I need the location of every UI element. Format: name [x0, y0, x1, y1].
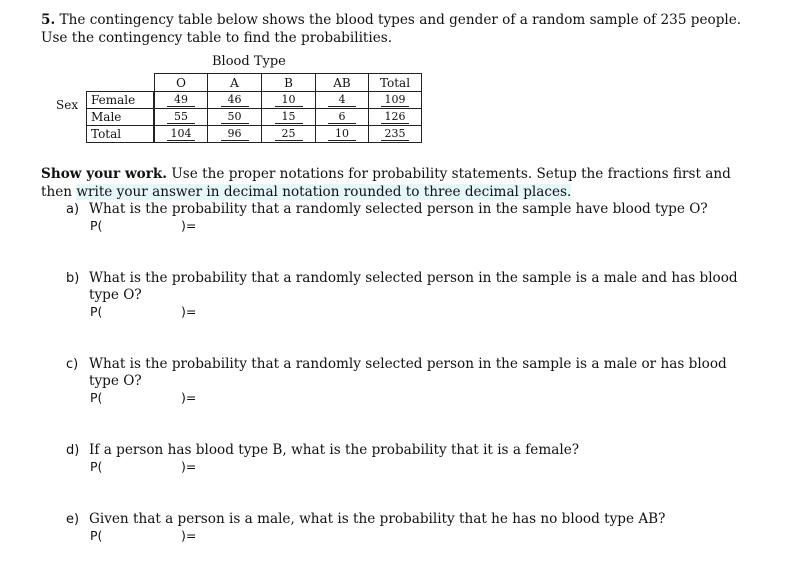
- answer-p-close: )=: [181, 390, 197, 405]
- instructions-text: Use the proper notations for probability statements. Setup the fractions first and then: [41, 166, 731, 200]
- instructions-bold: Show your work.: [41, 166, 168, 182]
- table-row: [155, 109, 422, 126]
- cell-male-total: 126: [381, 111, 409, 124]
- cell-female-o: 49: [167, 94, 195, 107]
- cell-male-a: 50: [221, 111, 249, 124]
- cell-female-ab: 4: [328, 94, 356, 107]
- cell-male-ab: 6: [328, 111, 356, 124]
- answer-p-open[interactable]: P(: [90, 218, 103, 233]
- col-header-ab: AB: [316, 74, 369, 92]
- answer-p-open[interactable]: P(: [90, 459, 103, 474]
- row-group-label: Sex: [56, 98, 79, 112]
- answer-p-close: )=: [181, 218, 197, 233]
- table-title: Blood Type: [212, 54, 286, 69]
- answer-p-close: )=: [181, 528, 197, 543]
- col-header-a: A: [208, 74, 262, 92]
- table-header-row: [155, 74, 422, 92]
- question-label: e): [66, 512, 80, 527]
- question-d: [66, 442, 756, 459]
- question-label: d): [66, 443, 80, 458]
- contingency-table: [154, 73, 422, 143]
- cell-total-a: 96: [221, 128, 249, 141]
- cell-total-ab: 10: [328, 128, 356, 141]
- table-row: [155, 92, 422, 109]
- instructions: [41, 165, 761, 201]
- row-labels: [86, 91, 154, 143]
- row-label-male: Male: [87, 109, 154, 126]
- cell-total-total: 235: [381, 128, 409, 141]
- row-label-total: Total: [87, 126, 154, 143]
- cell-female-b: 10: [275, 94, 303, 107]
- problem-intro-text: The contingency table below shows the blood types and gender of a random sample of 235 people. Use the contingency table to find the probabilities.: [41, 12, 742, 46]
- cell-female-a: 46: [221, 94, 249, 107]
- col-header-total: Total: [369, 74, 422, 92]
- problem-number: 5.: [41, 12, 56, 28]
- question-text: What is the probability that a randomly selected person in the sample is a male or has blood type O?: [89, 356, 727, 389]
- question-label: a): [66, 202, 80, 217]
- cell-female-total: 109: [381, 94, 409, 107]
- question-a: [66, 201, 756, 218]
- instructions-highlight: write your answer in decimal notation rounded to three decimal places.: [76, 184, 572, 200]
- problem-intro: [41, 11, 761, 47]
- answer-p-open[interactable]: P(: [90, 528, 103, 543]
- question-b: [66, 270, 756, 304]
- cell-male-b: 15: [275, 111, 303, 124]
- question-text: If a person has blood type B, what is the probability that it is a female?: [89, 442, 580, 458]
- question-label: c): [66, 357, 79, 372]
- cell-total-o: 104: [167, 128, 195, 141]
- answer-p-open[interactable]: P(: [90, 390, 103, 405]
- cell-total-b: 25: [275, 128, 303, 141]
- question-e: [66, 511, 756, 528]
- col-header-o: O: [155, 74, 208, 92]
- question-text: What is the probability that a randomly selected person in the sample is a male and has blood type O?: [89, 270, 738, 303]
- answer-p-open[interactable]: P(: [90, 304, 103, 319]
- col-header-b: B: [262, 74, 316, 92]
- answer-p-close: )=: [181, 459, 197, 474]
- question-text: Given that a person is a male, what is the probability that he has no blood type AB?: [89, 511, 666, 527]
- cell-male-o: 55: [167, 111, 195, 124]
- question-c: [66, 356, 756, 390]
- row-label-female: Female: [87, 92, 154, 109]
- answer-p-close: )=: [181, 304, 197, 319]
- table-row: [155, 126, 422, 143]
- question-label: b): [66, 271, 80, 286]
- question-text: What is the probability that a randomly selected person in the sample have blood type O?: [89, 201, 708, 217]
